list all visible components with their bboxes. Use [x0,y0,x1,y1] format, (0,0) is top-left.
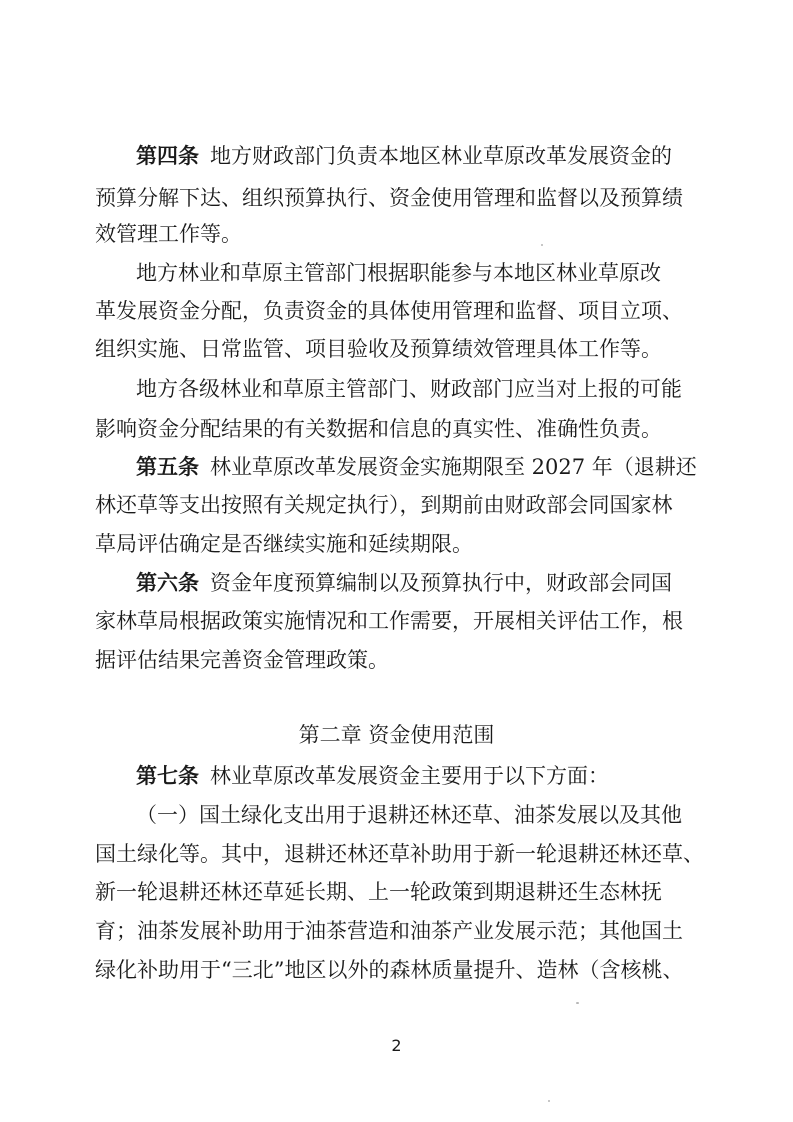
article-4-text: 地方财政部门负责本地区林业草原改革发展资金的 [210,144,672,168]
paragraph-a-line-3 [0,334,793,364]
article-6-title: 第六条 [136,571,199,595]
page-number: 2 [391,1036,402,1055]
article-7-title: 第七条 [136,764,199,788]
item-1-line-1 [0,800,793,830]
item-1-text: 育；油茶发展补助用于油茶营造和油茶产业发展示范；其他国土 [95,919,683,943]
article-5-text: 林业草原改革发展资金实施期限至 2027 年（退耕还 [210,455,697,479]
item-1-line-2 [0,839,793,869]
article-6-text: 家林草局根据政策实施情况和工作需要，开展相关评估工作，根 [95,609,683,633]
article-4-line-1 [0,141,793,171]
article-5-line-3 [0,529,793,559]
paragraph-b-line-1 [0,374,793,404]
article-4-line-3 [0,219,793,249]
article-5-line-1 [0,452,793,482]
paragraph-a-line-1 [0,258,793,288]
paragraph-a-line-2 [0,296,793,326]
article-6-text: 据评估结果完善资金管理政策。 [95,648,389,672]
paragraph-a-text: 地方林业和草原主管部门根据职能参与本地区林业草原改 [136,261,661,285]
article-4-text: 效管理工作等。 [95,222,242,246]
scan-speck [541,244,543,246]
item-1-text: （一）国土绿化支出用于退耕还林还草、油茶发展以及其他 [136,803,682,827]
article-6-text: 资金年度预算编制以及预算执行中，财政部会同国 [210,571,672,595]
chapter-2-heading: 第二章 资金使用范围 [298,723,495,747]
article-6-line-2 [0,606,793,636]
item-1-text: 国土绿化等。其中，退耕还林还草补助用于新一轮退耕还林还草、 [95,842,704,866]
item-1-text: 新一轮退耕还林还草延长期、上一轮政策到期退耕还生态林抚 [95,880,662,904]
paragraph-a-text: 组织实施、日常监管、项目验收及预算绩效管理具体工作等。 [95,337,662,361]
article-6-line-1 [0,568,793,598]
item-1-line-4 [0,916,793,946]
article-5-line-2 [0,490,793,520]
scan-speck [548,1100,550,1102]
article-5-text: 草局评估确定是否继续实施和延续期限。 [95,532,473,556]
article-7-line-1 [0,761,793,791]
article-6-line-3 [0,645,793,675]
scan-speck [576,1002,579,1004]
item-1-text: 绿化补助用于“三北”地区以外的森林质量提升、造林（含核桃、 [95,958,684,982]
article-5-title: 第五条 [136,455,199,479]
article-4-line-2 [0,183,793,213]
paragraph-b-text: 影响资金分配结果的有关数据和信息的真实性、准确性负责。 [95,417,662,441]
article-7-text: 林业草原改革发展资金主要用于以下方面： [210,764,609,788]
item-1-line-5 [0,955,793,985]
paragraph-b-line-2 [0,414,793,444]
item-1-line-3 [0,877,793,907]
article-5-text: 林还草等支出按照有关规定执行），到期前由财政部会同国家林 [95,493,673,517]
paragraph-a-text: 革发展资金分配，负责资金的具体使用管理和监督、项目立项、 [95,299,683,323]
article-4-text: 预算分解下达、组织预算执行、资金使用管理和监督以及预算绩 [95,186,683,210]
article-4-title: 第四条 [136,144,199,168]
paragraph-b-text: 地方各级林业和草原主管部门、财政部门应当对上报的可能 [136,377,682,401]
